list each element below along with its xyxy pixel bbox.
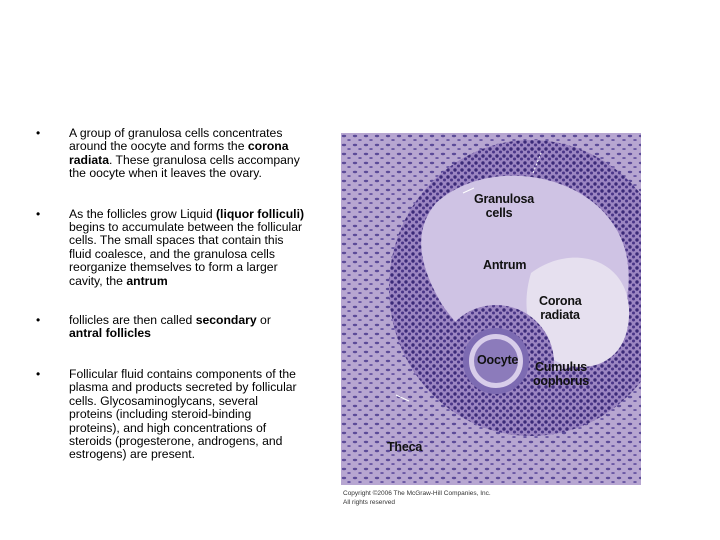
credit-line-1: Copyright ©2006 The McGraw-Hill Companies, Inc. bbox=[343, 490, 491, 497]
bullet-corona-radiata bbox=[36, 127, 304, 181]
term-secondary: secondary bbox=[195, 313, 257, 328]
label-theca: Theca bbox=[387, 440, 423, 454]
follicle-micrograph bbox=[341, 133, 641, 485]
bullet-secondary-follicles bbox=[36, 314, 304, 341]
bullet-text: or bbox=[256, 313, 271, 328]
bullet-text: begins to accumulate between the follicular cells. The small spaces that contain this fluid coalesce, and the granulosa cells reorganize themselves to form a larger cavity, the bbox=[69, 220, 303, 288]
bullet-dot: • bbox=[36, 366, 41, 381]
label-granulosa-cells: Granulosa cells bbox=[474, 192, 535, 220]
credit-line-2: All rights reserved bbox=[343, 499, 396, 506]
bullet-dot: • bbox=[36, 313, 41, 328]
bullet-dot: • bbox=[36, 206, 41, 221]
bullet-text: follicles are then called bbox=[69, 313, 196, 328]
bullet-follicular-fluid bbox=[36, 368, 304, 462]
term-antral-follicles: antral follicles bbox=[69, 326, 151, 341]
micrograph-illustration bbox=[341, 133, 641, 485]
label-cumulus-oophorus: Cumulus oophorus bbox=[533, 360, 590, 388]
label-corona-radiata: Corona radiata bbox=[539, 294, 582, 322]
bullet-text: As the follicles grow Liquid bbox=[69, 206, 216, 221]
bullet-liquor-folliculi bbox=[36, 208, 304, 288]
bullet-text: Follicular fluid contains components of the plasma and products secreted by follicular cells. Glycosaminoglycans, several proteins (including steroid-binding proteins), and high concentrations of steroids (progesterone, androgens, and estrogens) are present. bbox=[69, 366, 297, 462]
label-antrum: Antrum bbox=[483, 258, 527, 272]
term-corona-radiata: corona radiata bbox=[69, 139, 289, 167]
term-antrum: antrum bbox=[126, 273, 168, 288]
bullet-text: A group of granulosa cells concentrates around the oocyte and forms the bbox=[69, 126, 283, 154]
term-liquor-folliculi: (liquor folliculi) bbox=[216, 206, 305, 221]
bullet-dot: • bbox=[36, 126, 41, 140]
label-oocyte: Oocyte bbox=[477, 353, 519, 367]
figure-credit bbox=[343, 489, 513, 507]
bullet-list bbox=[36, 127, 304, 462]
bullet-text: . These granulosa cells accompany the oocyte when it leaves the ovary. bbox=[69, 152, 300, 181]
